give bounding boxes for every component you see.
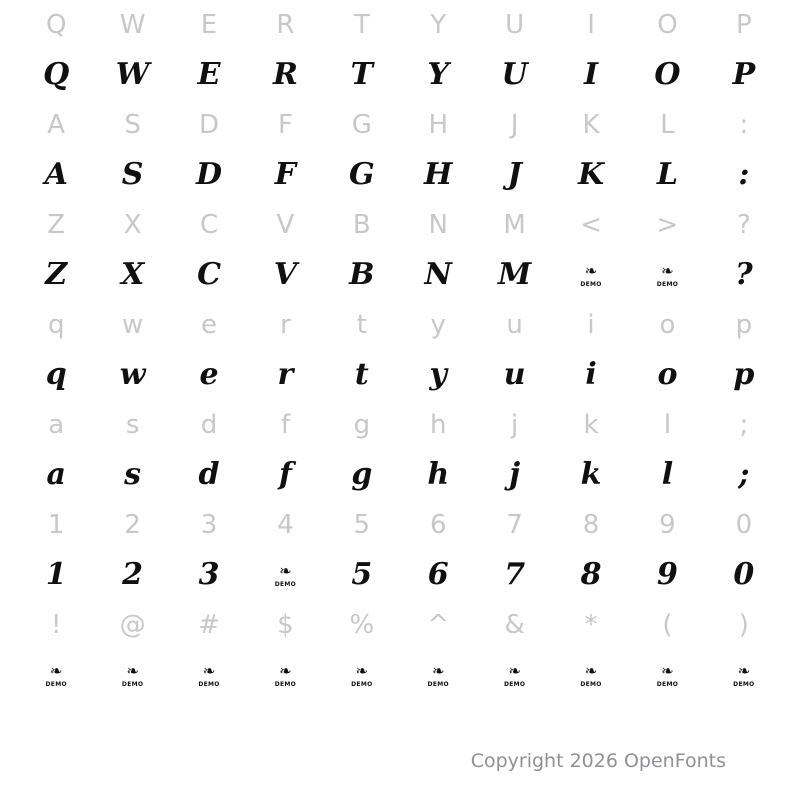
demo-leaf-icon: ❧ bbox=[279, 661, 292, 680]
keycap-character: 1 bbox=[47, 510, 65, 540]
demo-leaf-icon: ❧ bbox=[584, 261, 598, 280]
keycap-character: $ bbox=[277, 610, 294, 640]
keycap-character: p bbox=[735, 310, 753, 340]
glyph-character: F bbox=[274, 157, 297, 192]
glyph-character: O bbox=[654, 57, 681, 92]
demo-label: DEMO bbox=[733, 680, 755, 688]
glyph-character: Y bbox=[427, 57, 449, 92]
glyph-character: p bbox=[733, 357, 755, 392]
glyph-character: 1 bbox=[45, 557, 67, 592]
keycap-character: > bbox=[656, 210, 679, 240]
glyph-character: 2 bbox=[122, 557, 144, 592]
keycap-character: Q bbox=[45, 10, 67, 40]
demo-mark bbox=[272, 663, 298, 689]
demo-mark bbox=[502, 663, 528, 689]
demo-label: DEMO bbox=[45, 680, 67, 688]
demo-watermark-icon bbox=[324, 660, 400, 690]
glyph-character: H bbox=[424, 157, 453, 192]
keycap-character: y bbox=[430, 310, 446, 340]
keycap-character: s bbox=[125, 410, 140, 440]
keycap-character: # bbox=[198, 610, 220, 640]
keycap-character: ; bbox=[739, 410, 749, 440]
keycap-character: P bbox=[736, 10, 752, 40]
glyph-character: S bbox=[121, 157, 144, 192]
glyph-character: N bbox=[424, 257, 452, 292]
keycap-character: 3 bbox=[200, 510, 218, 540]
demo-leaf-icon: ❧ bbox=[355, 661, 369, 680]
demo-label: DEMO bbox=[656, 680, 679, 688]
keycap-character: ( bbox=[662, 610, 673, 640]
glyph-character: G bbox=[349, 157, 375, 192]
keycap-character: K bbox=[582, 110, 600, 140]
demo-label: DEMO bbox=[351, 680, 373, 688]
demo-watermark-icon bbox=[553, 660, 629, 690]
keycap-character: L bbox=[660, 110, 675, 140]
glyph-row bbox=[18, 250, 782, 300]
demo-watermark-icon bbox=[94, 660, 170, 690]
glyph-character: Z bbox=[45, 257, 68, 292]
demo-watermark-icon bbox=[171, 660, 247, 690]
glyph-character: d bbox=[198, 457, 220, 492]
keycap-character: X bbox=[123, 210, 142, 240]
glyph-character: P bbox=[732, 57, 756, 92]
demo-leaf-icon: ❧ bbox=[508, 661, 521, 680]
glyph-character: e bbox=[199, 357, 219, 392]
demo-leaf-icon: ❧ bbox=[202, 661, 216, 680]
glyph-character: 8 bbox=[580, 557, 602, 592]
glyph-character: k bbox=[580, 457, 602, 492]
keycap-character: f bbox=[280, 410, 290, 440]
keycap-character: l bbox=[663, 410, 672, 440]
keycap-character: @ bbox=[119, 610, 146, 640]
keycap-character: W bbox=[119, 10, 146, 40]
copyright-text: Copyright 2026 OpenFonts bbox=[470, 750, 726, 772]
glyph-character: f bbox=[278, 457, 292, 492]
keycap-character: ^ bbox=[427, 610, 450, 640]
glyph-character: W bbox=[115, 57, 150, 92]
demo-leaf-icon: ❧ bbox=[279, 561, 292, 580]
keycap-character: o bbox=[659, 310, 676, 340]
keycap-character: < bbox=[580, 210, 602, 240]
demo-watermark-icon bbox=[476, 660, 552, 690]
glyph-character: I bbox=[584, 57, 599, 92]
glyph-character: w bbox=[119, 357, 146, 392]
keycap-character: J bbox=[510, 110, 519, 140]
keycap-character: T bbox=[353, 10, 370, 40]
keycap-character: 2 bbox=[124, 510, 141, 540]
glyph-character: Q bbox=[43, 57, 70, 92]
keycap-character: h bbox=[429, 410, 447, 440]
keycap-character: i bbox=[587, 310, 595, 340]
glyph-character: A bbox=[44, 157, 68, 192]
demo-mark bbox=[578, 663, 604, 689]
glyph-character: 3 bbox=[198, 557, 220, 592]
glyph-character: U bbox=[501, 57, 528, 92]
glyph-row bbox=[18, 550, 782, 600]
glyph-character: a bbox=[46, 457, 66, 492]
demo-mark bbox=[578, 263, 604, 289]
demo-watermark-icon bbox=[247, 560, 323, 590]
demo-label: DEMO bbox=[656, 280, 679, 288]
keycap-character: u bbox=[506, 310, 523, 340]
glyph-character: 9 bbox=[657, 557, 678, 592]
demo-mark bbox=[272, 563, 298, 589]
glyph-row bbox=[18, 350, 782, 400]
glyph-row bbox=[18, 450, 782, 500]
glyph-character: ? bbox=[735, 257, 753, 292]
keycap-character: 8 bbox=[582, 510, 600, 540]
keycap-character: 5 bbox=[353, 510, 371, 540]
keycap-row bbox=[18, 300, 782, 350]
glyph-character: L bbox=[656, 157, 678, 192]
keycap-character: I bbox=[587, 10, 595, 40]
keycap-character: 0 bbox=[735, 510, 753, 540]
demo-watermark-icon bbox=[400, 660, 476, 690]
glyph-character: q bbox=[45, 357, 67, 392]
keycap-character: M bbox=[503, 210, 526, 240]
glyph-character: o bbox=[657, 357, 678, 392]
demo-label: DEMO bbox=[580, 280, 602, 288]
keycap-row bbox=[18, 100, 782, 150]
keycap-character: O bbox=[657, 10, 678, 40]
glyph-character: V bbox=[273, 257, 298, 292]
keycap-character: A bbox=[47, 110, 66, 140]
glyph-character: D bbox=[196, 157, 223, 192]
glyph-character: j bbox=[509, 457, 521, 492]
keycap-character: B bbox=[352, 210, 371, 240]
demo-watermark-icon bbox=[629, 260, 705, 290]
demo-mark bbox=[196, 663, 222, 689]
glyph-character: y bbox=[429, 357, 447, 392]
demo-leaf-icon: ❧ bbox=[737, 661, 751, 680]
keycap-character: 9 bbox=[659, 510, 676, 540]
keycap-character: H bbox=[428, 110, 449, 140]
glyph-character: M bbox=[498, 257, 532, 292]
keycap-character: E bbox=[200, 10, 218, 40]
keycap-character: ? bbox=[736, 210, 751, 240]
glyph-character: J bbox=[507, 157, 522, 192]
keycap-row bbox=[18, 500, 782, 550]
copyright-footer bbox=[0, 750, 800, 772]
keycap-character: C bbox=[199, 210, 219, 240]
glyph-character: u bbox=[503, 357, 526, 392]
demo-leaf-icon: ❧ bbox=[431, 661, 445, 680]
keycap-character: ! bbox=[50, 610, 62, 640]
glyph-character: s bbox=[124, 457, 142, 492]
demo-leaf-icon: ❧ bbox=[584, 661, 598, 680]
keycap-character: * bbox=[584, 610, 598, 640]
demo-watermark-icon bbox=[247, 660, 323, 690]
demo-label: DEMO bbox=[503, 680, 526, 688]
glyph-character: r bbox=[277, 357, 294, 392]
demo-label: DEMO bbox=[121, 680, 144, 688]
glyph-character: X bbox=[120, 257, 145, 292]
glyph-character: 5 bbox=[351, 557, 373, 592]
demo-leaf-icon: ❧ bbox=[661, 261, 674, 280]
keycap-character: D bbox=[199, 110, 220, 140]
keycap-character: & bbox=[504, 610, 525, 640]
glyph-character: g bbox=[351, 457, 373, 492]
glyph-character: K bbox=[578, 157, 605, 192]
keycap-character: 4 bbox=[277, 510, 294, 540]
glyph-row bbox=[18, 50, 782, 100]
demo-mark bbox=[120, 663, 146, 689]
glyph-character: t bbox=[354, 357, 369, 392]
keycap-character: U bbox=[505, 10, 525, 40]
glyph-row bbox=[18, 650, 782, 700]
demo-leaf-icon: ❧ bbox=[126, 661, 139, 680]
demo-watermark-icon bbox=[706, 660, 782, 690]
keycap-row bbox=[18, 400, 782, 450]
demo-mark bbox=[349, 663, 375, 689]
demo-label: DEMO bbox=[580, 680, 602, 688]
keycap-character: F bbox=[277, 110, 293, 140]
glyph-character: 7 bbox=[504, 557, 526, 592]
demo-label: DEMO bbox=[274, 680, 297, 688]
keycap-row bbox=[18, 600, 782, 650]
glyph-character: l bbox=[661, 457, 674, 492]
keycap-character: Z bbox=[47, 210, 66, 240]
keycap-character: ) bbox=[738, 610, 749, 640]
keycap-character: g bbox=[353, 410, 371, 440]
keycap-character: q bbox=[47, 310, 65, 340]
keycap-character: r bbox=[280, 310, 291, 340]
demo-watermark-icon bbox=[629, 660, 705, 690]
glyph-character: R bbox=[272, 57, 298, 92]
demo-mark bbox=[43, 663, 69, 689]
demo-mark bbox=[731, 663, 757, 689]
demo-watermark-icon bbox=[553, 260, 629, 290]
keycap-character: t bbox=[356, 310, 367, 340]
keycap-character: w bbox=[121, 310, 144, 340]
glyph-character: i bbox=[585, 357, 597, 392]
glyph-character: : bbox=[738, 157, 750, 192]
keycap-character: R bbox=[276, 10, 295, 40]
keycap-row bbox=[18, 0, 782, 50]
keycap-character: a bbox=[48, 410, 65, 440]
demo-mark bbox=[654, 263, 680, 289]
keycap-character: e bbox=[201, 310, 218, 340]
keycap-character: V bbox=[276, 210, 295, 240]
glyph-character: C bbox=[197, 257, 221, 292]
glyph-character: B bbox=[349, 257, 375, 292]
demo-leaf-icon: ❧ bbox=[49, 661, 63, 680]
demo-label: DEMO bbox=[274, 580, 297, 588]
glyph-character: E bbox=[197, 57, 221, 92]
keycap-character: N bbox=[428, 210, 448, 240]
demo-label: DEMO bbox=[427, 680, 449, 688]
glyph-character: 0 bbox=[733, 557, 755, 592]
keycap-character: : bbox=[739, 110, 749, 140]
glyph-character: h bbox=[427, 457, 450, 492]
keycap-character: % bbox=[349, 610, 375, 640]
glyph-character: T bbox=[350, 57, 373, 92]
demo-mark bbox=[425, 663, 451, 689]
keycap-character: S bbox=[124, 110, 141, 140]
glyph-character: ; bbox=[738, 457, 750, 492]
glyph-character: 6 bbox=[427, 557, 449, 592]
demo-label: DEMO bbox=[198, 680, 220, 688]
keycap-character: d bbox=[200, 410, 218, 440]
glyph-row bbox=[18, 150, 782, 200]
keycap-character: G bbox=[351, 110, 372, 140]
demo-watermark-icon bbox=[18, 660, 94, 690]
keycap-character: Y bbox=[430, 10, 447, 40]
keycap-character: j bbox=[511, 410, 519, 440]
keycap-character: k bbox=[583, 410, 599, 440]
demo-mark bbox=[654, 663, 680, 689]
keycap-row bbox=[18, 200, 782, 250]
keycap-character: 6 bbox=[429, 510, 447, 540]
keycap-character: 7 bbox=[506, 510, 523, 540]
demo-leaf-icon: ❧ bbox=[661, 661, 674, 680]
